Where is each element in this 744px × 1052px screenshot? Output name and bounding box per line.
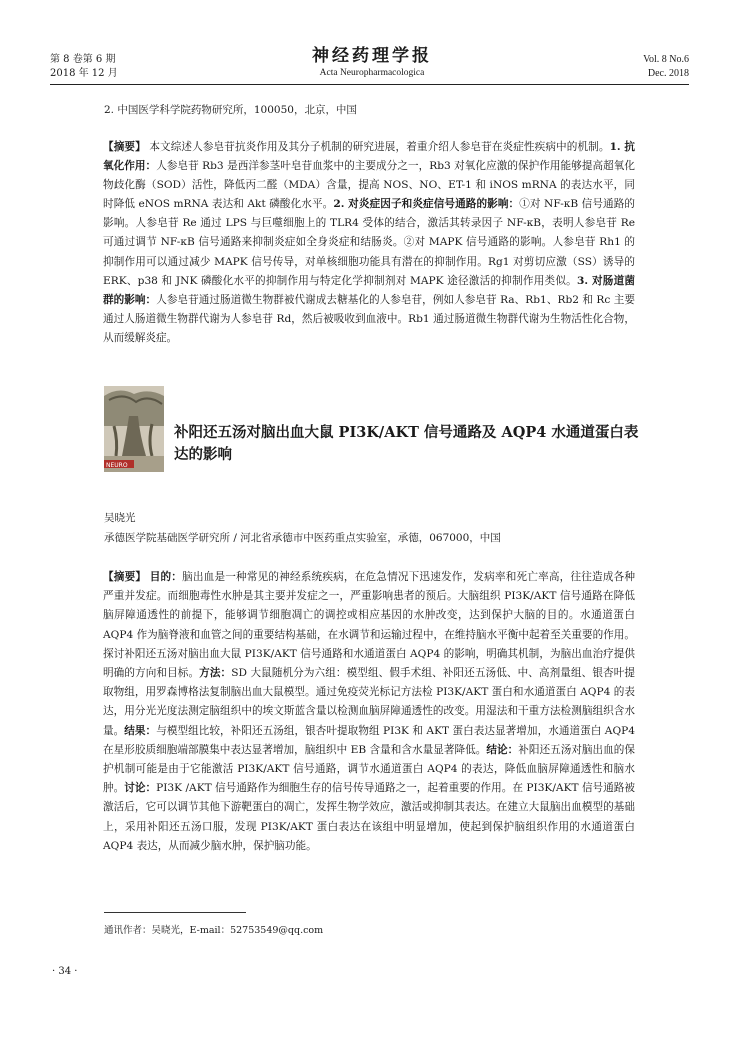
abstract-purpose: 脑出血是一种常见的神经系统疾病，在危急情况下迅速发作，发病率和死亡率高，往往造成各种严重并发症。而细胞毒性水肿是其主要并发症之一，严重影响患者的预后。大脑组织 PI3K/AKT 信号通路在降低脑屏障通透性的前提下，能够调节细胞凋亡的调控或相应基因的水肿改变，达到保护大脑的目的。水通道蛋白 AQP4 作为脑脊液和血管之间的重要结构基础，在水调节和运输过程中，在维持脑水平衡中起着至关重要的作用。探讨补阳还五汤对脑出血大鼠 PI3K/AKT 信号通路和水通道蛋白 AQP4 的影响，明确其机制，为脑出血治疗提供明确的方向和目标。 <box>103 571 636 680</box>
date-en: Dec. 2018 <box>647 68 689 79</box>
heading-discussion: 讨论： <box>124 782 157 795</box>
abstract-intro: 本文综述人参皂苷抗炎作用及其分子机制的研究进展，着重介绍人参皂苷在炎症性疾病中的机制。 <box>149 141 610 153</box>
corresponding-author: 通讯作者：吴晓光，E-mail：52753549@qq.com <box>104 925 324 936</box>
prev-abstract <box>103 138 635 348</box>
abstract-gut: 人参皂苷通过肠道微生物群被代谢成去糖基化的人参皂苷，例如人参皂苷 Ra、Rb1、Rb2 和 Rc 主要通过人肠道微生物群代谢为人参皂苷 Rd，然后被吸收到血液中。Rb1 通过肠道微生物群代谢为生物活性化合物，从而缓解炎症。 <box>103 293 635 344</box>
section-heading-gut: 3. 对肠道菌群的影响： <box>103 274 635 306</box>
header-left <box>50 53 118 81</box>
abstract-method: SD 大鼠随机分为六组：模型组、假手术组、补阳还五汤低、中、高剂量组、银杏叶提取物组，用罗森博格法复制脑出血大鼠模型。通过免疫荧光标记方法检 PI3K/AKT 蛋白和水通道蛋白 AQP4 的表达，用分光光度法测定脑组织中的埃文斯蓝含量以检测血脑屏障通透性的改变。用湿法和干重方法检测脑组织含水量。 <box>103 667 636 737</box>
header-center <box>272 46 472 80</box>
volume-issue-en: Vol. 8 No.6 <box>643 54 689 65</box>
section-heading-inflammation: 2. 对炎症因子和炎症信号通路的影响： <box>333 198 520 211</box>
abstract-antioxidant: 人参皂苷 Rb3 是西洋参茎叶皂苷血浆中的主要成分之一，Rb3 对氧化应激的保护作用能够提高超氧化物歧化酶（SOD）活性，降低丙二醛（MDA）含量，提高 NOS、NO、ET-1 和 iNOS mRNA 的表达水平，同时降低 eNOS mRNA 表达和 Akt 磷酸化水平。 <box>103 160 635 211</box>
article-title: 补阳还五汤对脑出血大鼠 PI3K/AKT 信号通路及 AQP4 水通道蛋白表达的影响 <box>174 424 639 463</box>
footnote-rule <box>104 912 246 913</box>
banner-label: NEURO <box>106 462 128 469</box>
abstract-result: 与模型组比较，补阳还五汤组，银杏叶提取物组 PI3K 和 AKT 蛋白表达显著增加，水通道蛋白 AQP4 在星形胶质细胞端部膜集中表达显著增加，脑组织中 EB 含量和含水量显著降低。 <box>103 724 636 756</box>
article-affiliation: 承德医学院基础医学研究所 / 河北省承德市中医药重点实验室，承德，067000，中国 <box>104 532 501 544</box>
abstract-inflammation: ①对 NF-κB 信号通路的影响。人参皂苷 Re 通过 LPS 与巨噬细胞上的 TLR4 受体的结合，激活其转录因子 NF-κB，表明人参皂苷 Re 可通过调节 NF-κB 信号通路来抑制炎症如全身炎症和结肠炎。②对 MAPK 信号通路的影响。人参皂苷 Rh1 的抑制作用可以通过减少 MAPK 信号传导，对单核细胞功能具有潜在的抑制作用。Rg1 对剪切应激（SS）诱导的 ERK、p38 和 JNK 磷酸化水平的抑制作用与特定化学抑制剂对 MAPK 途径激活的抑制作用类似。 <box>103 198 636 287</box>
heading-method: 方法： <box>199 667 232 680</box>
header-rule <box>50 84 689 85</box>
journal-title-cn: 神经药理学报 <box>312 46 432 66</box>
tree-illustration <box>104 386 164 472</box>
abstract-conclusion: 补阳还五汤对脑出血的保护机制可能是由于它能激活 PI3K/AKT 信号通路，调节水通道蛋白 AQP4 的表达，降低血脑屏障通透性和脑水肿。 <box>103 743 636 795</box>
abstract-label: 【摘要】 <box>103 141 146 153</box>
heading-purpose: 目的： <box>149 571 183 583</box>
abstract-label: 【摘要】 <box>103 571 147 583</box>
heading-conclusion: 结论： <box>486 743 519 756</box>
header-right <box>643 53 689 81</box>
volume-issue-cn: 第 8 卷第 6 期 <box>50 54 116 65</box>
article-author: 吴晓光 <box>104 512 136 524</box>
abstract-discussion: PI3K /AKT 信号通路作为细胞生存的信号传导通路之一，起着重要的作用。在 PI3K/AKT 信号通路被激活后，它可以调节其他下游靶蛋白的凋亡，发挥生物学效应，激活或抑制其表达。在建立大鼠脑出血模型的基础上，采用补阳还五汤口服，发现 PI3K/AKT 蛋白表达在该组中明显增加，使起到保护脑组织作用的水通道蛋白 AQP4 表达，从而减少脑水肿，保护脑功能。 <box>103 782 636 852</box>
article-abstract <box>103 568 635 856</box>
prev-affiliation: 2. 中国医学科学院药物研究所，100050，北京，中国 <box>104 104 357 116</box>
page-number: · 34 · <box>52 966 78 977</box>
heading-result: 结果： <box>124 724 157 737</box>
section-heading-antioxidant: 1. 抗氧化作用： <box>103 141 636 173</box>
date-cn: 2018 年 12 月 <box>50 68 118 79</box>
journal-title-en: Acta Neuropharmacologica <box>319 68 425 78</box>
banner-image <box>104 386 164 472</box>
